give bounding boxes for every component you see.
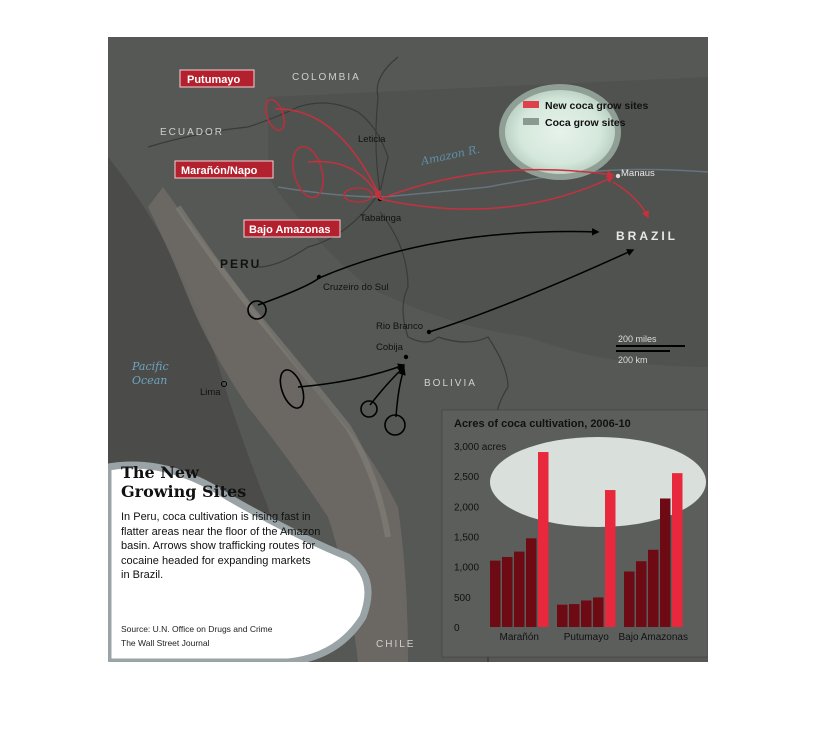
x-category-label: Putumayo [563,632,609,643]
label-amazon-river: Amazon R. [419,142,482,168]
bar [624,571,635,627]
label-ocean: Ocean [132,374,168,387]
scale-km-label: 200 km [618,355,648,365]
label-leticia: Leticia [358,134,386,145]
page-title [121,463,246,501]
description-text: In Peru, coca cultivation is rising fast in flatter areas near the floor of the Amazon basin. Arrows show trafficking routes for cocaine headed for expanding markets in Brazil. [121,511,321,581]
label-pacific: Pacific [132,360,169,373]
bar [538,452,549,627]
region-label-bajo: Bajo Amazonas [249,224,331,236]
bar [672,473,683,627]
legend-swatch-new [523,101,539,108]
label-rio-branco: Rio Branco [376,321,423,332]
bar [605,490,616,627]
bar [593,597,604,627]
scale-miles-label: 200 miles [618,334,657,344]
bar [490,561,501,627]
inset-chart [442,410,708,657]
title-line-2: Growing Sites [121,482,247,501]
bar [581,600,592,627]
title-line-1: The New [121,463,199,482]
x-category-label: Bajo Amazonas [618,632,688,643]
y-tick-label: 2,000 [454,502,480,514]
label-cruzeiro: Cruzeiro do Sul [323,282,389,293]
bar [502,557,513,627]
label-colombia: COLOMBIA [292,72,361,83]
region-label-maranon: Marañón/Napo [181,165,258,177]
x-category-label: Marañón [499,632,539,643]
y-tick-label: 1,500 [454,532,480,544]
label-lima: Lima [200,387,221,398]
legend-swatch-existing [523,118,539,125]
y-tick-label: 2,500 [454,472,480,484]
label-bolivia: BOLIVIA [424,378,477,389]
label-tabatinga: Tabatinga [360,213,402,224]
legend-label-existing: Coca grow sites [545,117,626,129]
y-tick-label: 1,000 [454,562,480,574]
label-manaus: Manaus [621,168,655,179]
label-chile: CHILE [376,639,416,650]
legend-label-new: New coca grow sites [545,100,649,112]
region-label-putumayo: Putumayo [187,74,241,86]
bar [557,605,568,627]
label-cobija: Cobija [376,342,403,353]
label-brazil: BRAZIL [616,229,678,243]
bar [526,538,537,627]
bar [660,498,671,627]
y-tick-label: 3,000 acres [454,442,507,453]
bar [636,561,647,627]
chart-title: Acres of coca cultivation, 2006-10 [454,418,631,430]
bar [569,604,580,627]
bar [648,550,659,627]
y-tick-label: 0 [454,623,460,634]
label-peru: PERU [220,257,262,271]
y-tick-label: 500 [454,592,471,604]
publisher-line: The Wall Street Journal [121,638,210,648]
bar [514,552,525,627]
source-line: Source: U.N. Office on Drugs and Crime [121,624,273,634]
label-ecuador: ECUADOR [160,127,225,138]
